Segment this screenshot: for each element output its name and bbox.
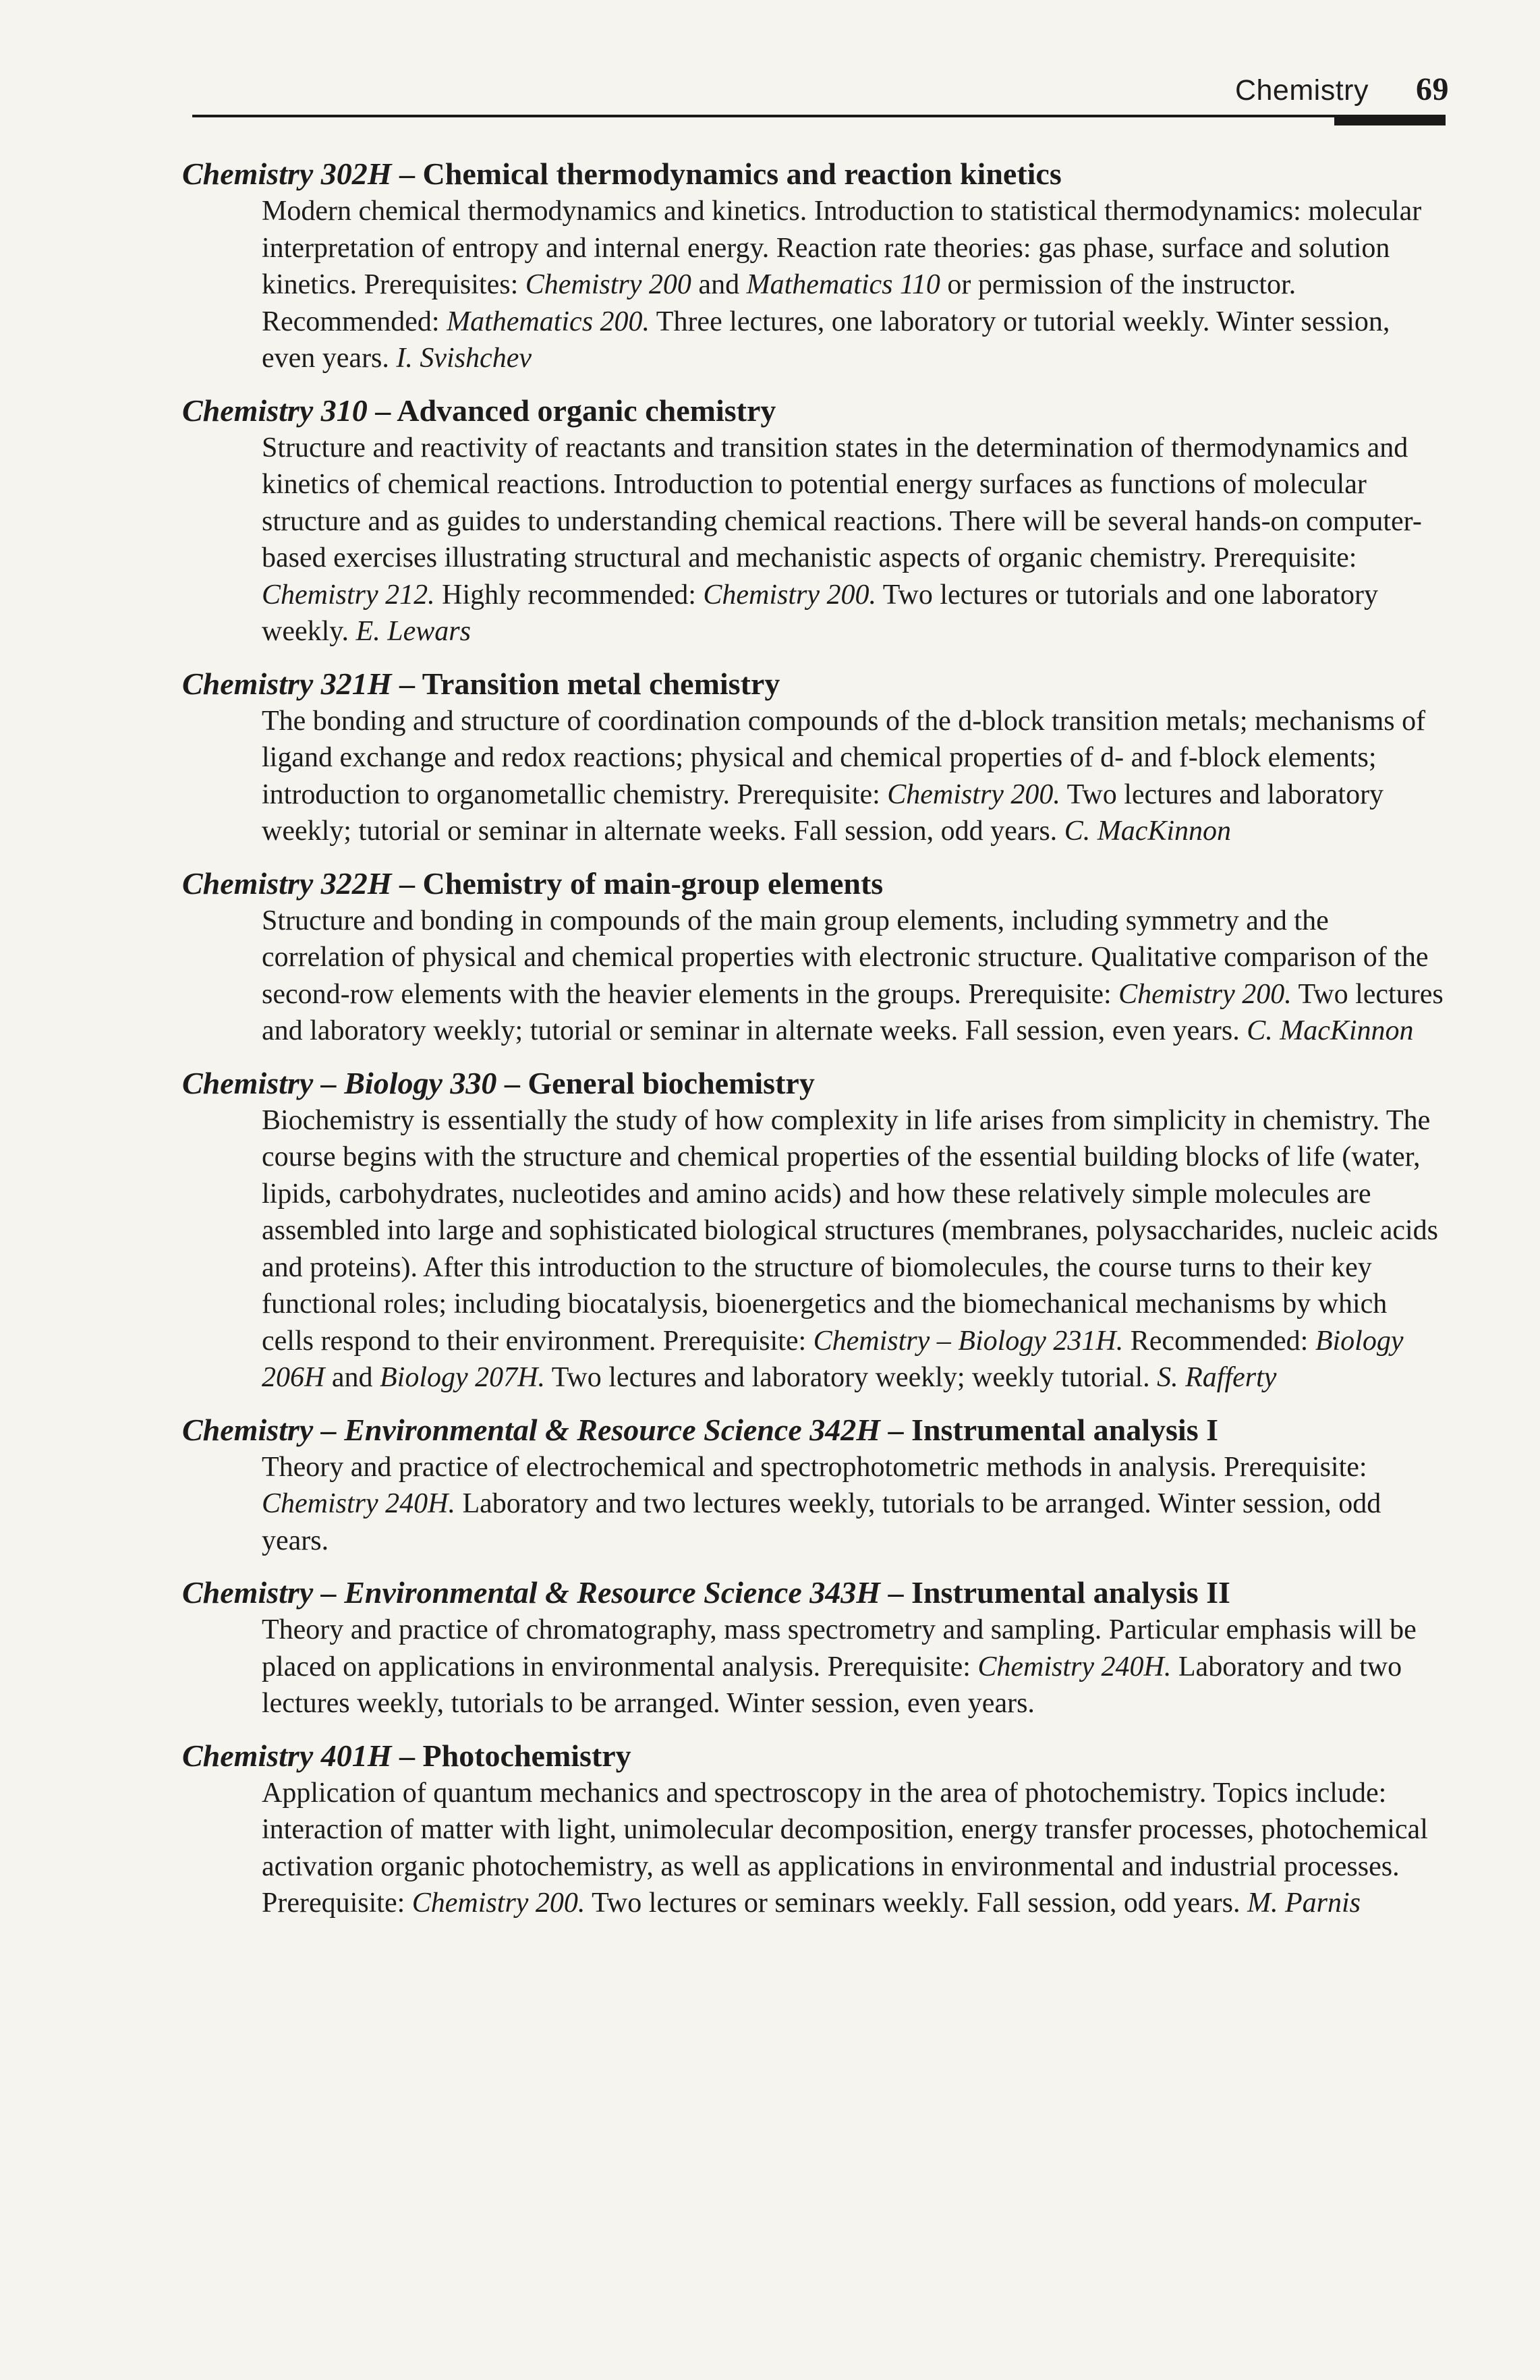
course-title: Chemical thermodynamics and reaction kinetics — [422, 157, 1062, 191]
description-text: Biochemistry is essentially the study of how complexity in life arises from simplicity in chemistry. The course begins with the structure and chemical properties of the essential building blocks of life (water, lipids, carbohydrates, nucleotides and amino acids) and how these relatively simple molecules are assembled into large and sophisticated biological structures (membranes, polysaccharides, nucleic acids and proteins). After this introduction to the structure of biomolecules, the course turns to their key functional roles; including biocatalysis, bioenergetics and the biomechanical mechanisms by which cells respond to their environment. Prerequisite: — [262, 1104, 1439, 1357]
course-heading — [182, 1411, 1444, 1449]
course-code: Chemistry 322H — [182, 866, 392, 901]
course-code: Chemistry – Environmental & Resource Science 343H — [182, 1575, 881, 1610]
course-heading — [182, 1737, 1444, 1775]
description-italic-text: Chemistry 200 — [525, 269, 691, 300]
description-italic-text: I. Svishchev — [396, 343, 532, 374]
description-text: Three lectures, one laboratory or tutorial weekly. Winter session, even years. — [262, 306, 1390, 374]
description-text: Structure and bonding in compounds of the main group elements, including symmetry and the correlation of physical and chemical properties with electronic structure. Qualitative comparison of the second-row elements with the heavier elements in the groups. Prerequisite: — [262, 905, 1429, 1010]
description-italic-text: Mathematics 200. — [447, 306, 650, 337]
description-text: Two lectures and laboratory weekly; tutorial or seminar in alternate weeks. Fall session, even years. — [262, 978, 1444, 1046]
description-italic-text: Chemistry 240H. — [977, 1651, 1172, 1682]
course-title: Transition metal chemistry — [422, 666, 780, 701]
description-text: Two lectures or tutorials and one laboratory weekly. — [262, 579, 1378, 647]
course-title: Instrumental analysis II — [911, 1575, 1230, 1610]
description-text: Structure and reactivity of reactants and transition states in the determination of thermodynamics and kinetics of chemical reactions. Introduction to potential energy surfaces as functions of molecular structure and as guides to understanding chemical reactions. There will be several hands-on computer-based exercises illustrating structural and mechanistic aspects of organic chemistry. Prerequisite: — [262, 432, 1422, 573]
course-heading — [182, 865, 1444, 903]
course-heading — [182, 392, 1444, 430]
course-code: Chemistry 310 — [182, 393, 368, 428]
description-italic-text: Chemistry – Biology 231H. — [813, 1325, 1124, 1357]
description-text: Two lectures and laboratory weekly; weekly tutorial. — [544, 1362, 1158, 1393]
course-heading — [182, 665, 1444, 703]
description-text: Two lectures and laboratory weekly; tutorial or seminar in alternate weeks. Fall session, odd years. — [262, 778, 1384, 847]
description-text: Highly recommended: — [434, 579, 704, 611]
course-entry — [182, 1737, 1444, 1922]
description-text: Theory and practice of chromatography, mass spectrometry and sampling. Particular emphasis will be placed on applications in environmental analysis. Prerequisite: — [262, 1614, 1417, 1682]
description-text: and — [691, 269, 747, 300]
description-italic-text: Chemistry 212. — [262, 579, 435, 611]
course-description — [262, 703, 1444, 850]
description-text: or permission of the instructor. Recommended: — [262, 269, 1296, 337]
section-title: Chemistry — [1234, 74, 1369, 107]
course-entry — [182, 1065, 1444, 1396]
description-italic-text: Chemistry 240H. — [262, 1488, 455, 1519]
course-heading-dash: – — [391, 1738, 423, 1773]
page-number: 69 — [1416, 72, 1449, 107]
course-code: Chemistry 401H — [182, 1738, 392, 1773]
header-rule-accent — [1334, 115, 1446, 125]
description-text: The bonding and structure of coordination compounds of the d-block transition metals; mechanisms of ligand exchange and redox reactions; physical and chemical properties of d- and f-block elements; introduction to organometallic chemistry. Prerequisite: — [262, 705, 1426, 810]
course-title: Photochemistry — [422, 1738, 631, 1773]
course-heading-dash: – — [391, 666, 422, 701]
course-title: Chemistry of main-group elements — [422, 866, 884, 901]
course-entry — [182, 155, 1444, 377]
course-heading — [182, 1065, 1444, 1102]
description-text: Laboratory and two lectures weekly, tutorials to be arranged. Winter session, even years. — [262, 1651, 1402, 1719]
description-italic-text: Chemistry 200. — [887, 778, 1060, 810]
description-italic-text: E. Lewars — [355, 616, 471, 647]
course-title: Instrumental analysis I — [911, 1412, 1218, 1447]
running-header — [1235, 71, 1449, 108]
course-heading-dash: – — [496, 1065, 528, 1100]
course-title: General biochemistry — [527, 1065, 815, 1100]
description-text: Two lectures or seminars weekly. Fall session, odd years. — [585, 1888, 1247, 1919]
description-italic-text: Chemistry 200. — [1118, 978, 1292, 1010]
description-italic-text: C. MacKinnon — [1247, 1015, 1414, 1046]
course-title: Advanced organic chemistry — [397, 393, 776, 428]
course-description — [262, 1775, 1444, 1922]
course-code: Chemistry – Environmental & Resource Science 342H — [182, 1412, 881, 1447]
course-entry — [182, 665, 1444, 850]
description-text: Modern chemical thermodynamics and kinetics. Introduction to statistical thermodynamics: molecular interpretation of entropy and internal energy. Reaction rate theories: gas phase, surface and solution kinetics. Prerequisites: — [262, 196, 1422, 300]
description-italic-text: S. Rafferty — [1157, 1362, 1277, 1393]
description-text: Application of quantum mechanics and spectroscopy in the area of photochemistry. Topics include: interaction of matter with light, unimolecular decomposition, energy transfer processes, photochemical activation organic photochemistry, as well as applications in environmental and industrial processes. Prerequisite: — [262, 1777, 1428, 1919]
course-description — [262, 430, 1444, 650]
course-description — [262, 193, 1444, 377]
description-text: Laboratory and two lectures weekly, tutorials to be arranged. Winter session, odd years. — [262, 1488, 1381, 1556]
course-heading — [182, 1574, 1444, 1612]
course-list — [182, 155, 1444, 1937]
course-code: Chemistry – Biology 330 — [182, 1065, 497, 1100]
course-heading-dash: – — [391, 157, 423, 191]
description-italic-text: Mathematics 110 — [746, 269, 940, 300]
course-heading-dash: – — [880, 1412, 912, 1447]
course-heading-dash: – — [367, 393, 397, 428]
course-description — [262, 1612, 1444, 1722]
course-code: Chemistry 321H — [182, 666, 392, 701]
course-heading-dash: – — [880, 1575, 912, 1610]
course-code: Chemistry 302H — [182, 157, 392, 191]
description-text: Theory and practice of electrochemical and spectrophotometric methods in analysis. Prerequisite: — [262, 1451, 1367, 1483]
description-italic-text: Chemistry 200. — [703, 579, 877, 611]
course-heading — [182, 155, 1444, 193]
course-description — [262, 903, 1444, 1050]
description-text: Recommended: — [1123, 1325, 1315, 1357]
course-entry — [182, 865, 1444, 1050]
course-description — [262, 1102, 1444, 1396]
course-description — [262, 1449, 1444, 1560]
course-heading-dash: – — [391, 866, 423, 901]
course-entry — [182, 1411, 1444, 1560]
description-italic-text: Biology 206H — [262, 1325, 1404, 1393]
course-entry — [182, 392, 1444, 650]
description-italic-text: M. Parnis — [1247, 1888, 1361, 1919]
description-italic-text: Chemistry 200. — [411, 1888, 586, 1919]
description-italic-text: C. MacKinnon — [1064, 816, 1232, 847]
header-rule — [192, 115, 1446, 117]
description-italic-text: Biology 207H. — [380, 1362, 545, 1393]
course-entry — [182, 1574, 1444, 1722]
description-text: and — [324, 1362, 380, 1393]
